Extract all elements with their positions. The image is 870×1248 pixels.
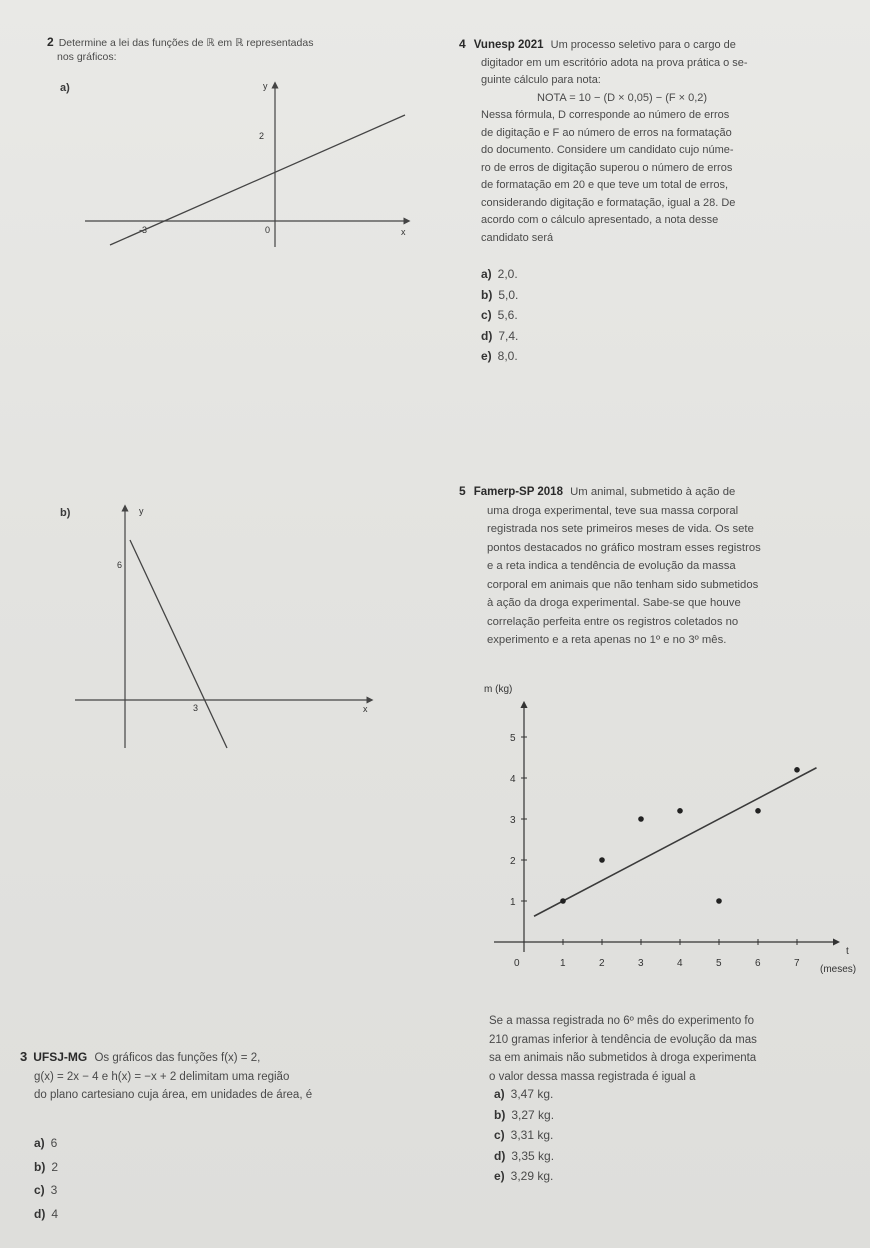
q5-data-point [638, 816, 644, 822]
q5-after [489, 1012, 870, 1086]
q5-xlabel-unit: (meses) [820, 964, 857, 975]
q5-line-0: Um animal, submetido à ação de [570, 486, 736, 498]
q4-option-e[interactable]: e) 8,0. [481, 349, 518, 363]
q4-options [481, 264, 518, 367]
q2b-tick-y: 6 [117, 560, 123, 570]
q5-x-tick-label: 7 [794, 958, 800, 969]
q5-data-point [716, 898, 722, 904]
q4-formula: NOTA = 10 − (D × 0,05) − (F × 0,2) [537, 91, 708, 104]
q3-number: 3 [20, 1049, 28, 1064]
q4-body-6: acordo com o cálculo apresentado, a nota desse [481, 214, 719, 226]
q5-line-5: corporal em animais que não tenham sido submetidos [487, 578, 759, 591]
q5-y-tick-label: 2 [510, 856, 516, 867]
q2a-y-label: y [263, 81, 268, 91]
q5-source: Famerp-SP 2018 [473, 486, 563, 498]
q2-statement-line1: Determine a lei das funções de ℝ em ℝ representadas [58, 37, 314, 49]
q5-x-tick-label: 1 [560, 958, 566, 969]
q5-number: 5 [459, 484, 466, 498]
q5-x-tick-label: 5 [716, 958, 722, 969]
q4-line-0: Um processo seletivo para o cargo de [550, 39, 736, 51]
q2-graph-a [85, 75, 420, 255]
q5-x-tick-label: 6 [755, 958, 761, 969]
q4-body-5: considerando digitação e formatação, igual a 28. De [481, 196, 736, 209]
q4-body-4: de formatação em 20 e que teve um total de erros, [481, 179, 729, 191]
q5-xlabel-t: t [846, 946, 849, 957]
q5-options [494, 1084, 554, 1187]
q4-body-1: de digitação e F ao número de erros na formatação [481, 126, 732, 139]
q3-line3: do plano cartesiano cuja área, em unidades de área, é [34, 1089, 313, 1101]
q5-data-point [677, 808, 683, 814]
q5-block [459, 482, 864, 650]
q5-line-6: à ação da droga experimental. Sabe-se que houve [487, 597, 741, 609]
q2b-x-label: x [363, 704, 368, 714]
q5-option-a[interactable]: a) 3,47 kg. [494, 1087, 554, 1101]
q5-after-3: o valor dessa massa registrada é igual a [489, 1070, 696, 1083]
q2a-function-line [110, 115, 405, 245]
q5-trend-line [534, 768, 817, 916]
q2-number: 2 [47, 35, 54, 49]
q2b-function-line [130, 540, 227, 748]
q4-line-2: guinte cálculo para nota: [481, 74, 601, 86]
q5-x-tick-label: 3 [638, 958, 644, 969]
q5-line-4: e a reta indica a tendência de evolução da massa [487, 560, 736, 572]
q2a-tick-y: 2 [259, 131, 265, 141]
q5-data-point [599, 857, 605, 863]
q4-number: 4 [459, 37, 466, 51]
q4-option-a[interactable]: a) 2,0. [481, 267, 518, 281]
q5-line-1: uma droga experimental, teve sua massa corporal [487, 504, 739, 517]
q5-after-2: sa em animais não submetidos à droga experimenta [489, 1052, 757, 1064]
q4-body-2: do documento. Considere um candidato cujo núme- [481, 144, 734, 156]
q3-options [34, 1132, 58, 1226]
q2b-tick-x: 3 [193, 703, 199, 713]
q2-statement-line2: nos gráficos: [57, 51, 117, 63]
q2-graph-b [75, 500, 375, 760]
q5-x-tick-label: 4 [677, 958, 683, 969]
q5-line-2: registrada nos sete primeiros meses de vida. Os sete [487, 523, 754, 535]
q5-data-point [755, 808, 761, 814]
q5-data-point [794, 767, 800, 773]
q2a-origin: 0 [265, 225, 271, 235]
q5-origin: 0 [514, 958, 520, 969]
q5-y-tick-label: 5 [510, 733, 516, 744]
q5-chart [470, 672, 870, 982]
q3-option-b[interactable]: b) 2 [34, 1159, 59, 1174]
q3-source: UFSJ-MG [33, 1050, 88, 1064]
q2-statement [47, 35, 313, 64]
q5-x-tick-label: 2 [599, 958, 605, 969]
q4-block [459, 36, 864, 247]
q3-option-a[interactable]: a) 6 [34, 1136, 58, 1150]
q5-line-3: pontos destacados no gráfico mostram esses registros [487, 541, 761, 554]
q4-body-3: ro de erros de digitação superou o número de erros [481, 161, 733, 174]
q4-option-b[interactable]: b) 5,0. [481, 287, 519, 302]
q3-line2: g(x) = 2x − 4 e h(x) = −x + 2 delimitam uma região [34, 1070, 290, 1083]
q3-option-d[interactable]: d) 4 [34, 1206, 59, 1221]
q3-line1: Os gráficos das funções f(x) = 2, [94, 1052, 261, 1064]
q5-line-8: experimento e a reta apenas no 1º e no 3º mês. [487, 634, 727, 646]
q2-item-a-label: a) [60, 82, 70, 94]
q5-option-e[interactable]: e) 3,29 kg. [494, 1169, 554, 1183]
q4-source: Vunesp 2021 [473, 39, 544, 51]
q5-y-tick-label: 1 [510, 897, 516, 908]
q5-after-1: 210 gramas inferior à tendência de evolução da mas [489, 1033, 757, 1046]
q2a-tick-x: -3 [139, 225, 148, 235]
q4-option-d[interactable]: d) 7,4. [481, 328, 519, 343]
q5-y-tick-label: 3 [510, 815, 516, 826]
q5-option-b[interactable]: b) 3,27 kg. [494, 1107, 555, 1122]
q5-line-7: correlação perfeita entre os registros coletados no [487, 615, 739, 628]
q5-after-0: Se a massa registrada no 6º mês do experimento fo [489, 1015, 755, 1027]
q5-y-tick-label: 4 [510, 774, 516, 785]
q2a-x-label: x [401, 227, 406, 237]
q3-block [20, 1048, 460, 1105]
q4-line-1: digitador em um escritório adota na prova prática o se- [481, 56, 748, 69]
q5-data-point [560, 898, 566, 904]
q4-body-7: candidato será [481, 231, 554, 244]
q5-ylabel: m (kg) [484, 684, 513, 695]
q2-item-b-label: b) [60, 507, 71, 519]
q4-body-0: Nessa fórmula, D corresponde ao número de erros [481, 109, 730, 121]
q4-option-c[interactable]: c) 5,6. [481, 308, 518, 322]
q5-option-c[interactable]: c) 3,31 kg. [494, 1128, 554, 1142]
q5-option-d[interactable]: d) 3,35 kg. [494, 1148, 555, 1163]
q3-option-c[interactable]: c) 3 [34, 1183, 58, 1197]
q2b-y-label: y [139, 506, 144, 516]
